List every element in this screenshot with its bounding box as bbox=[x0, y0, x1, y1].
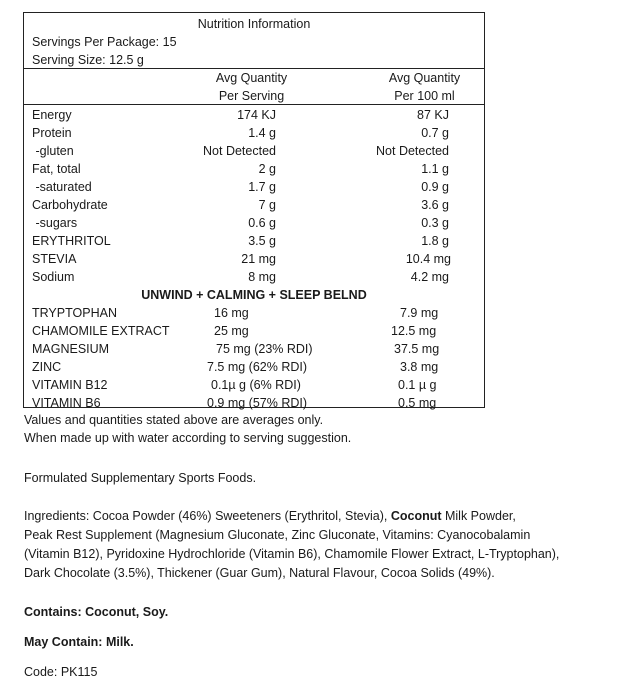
per-100-value: 0.5 mg bbox=[398, 396, 437, 410]
nutrient-row bbox=[24, 160, 484, 178]
per-serving-value: 21 mg bbox=[241, 252, 276, 266]
ingredients-text: Ingredients: Cocoa Powder (46%) Sweeteners (Erythritol, Stevia), bbox=[24, 509, 391, 523]
col-header-per-100-2: Per 100 ml bbox=[394, 89, 455, 103]
nutrient-row bbox=[24, 106, 484, 124]
per-100-value: 0.7 g bbox=[421, 126, 449, 140]
per-100-value: 0.3 g bbox=[421, 216, 449, 230]
note-averages: Values and quantities stated above are averages only. bbox=[24, 413, 324, 427]
blend-row bbox=[24, 304, 484, 322]
nutrient-row bbox=[24, 268, 484, 286]
per-100-value: 3.6 g bbox=[421, 198, 449, 212]
divider bbox=[24, 104, 484, 105]
nutrient-row bbox=[24, 214, 484, 232]
nutrient-row bbox=[24, 142, 484, 160]
ingredients-line-3: (Vitamin B12), Pyridoxine Hydrochloride (Vitamin B6), Chamomile Flower Extract, L-Tryptophan), bbox=[24, 547, 560, 561]
per-100-value: 3.8 mg bbox=[400, 360, 439, 374]
ingredients-allergen-coconut: Coconut bbox=[390, 509, 442, 523]
per-100-value: 87 KJ bbox=[417, 108, 449, 122]
servings-per-package: Servings Per Package: 15 bbox=[32, 35, 177, 49]
blend-row bbox=[24, 376, 484, 394]
nutrient-name: -gluten bbox=[32, 144, 74, 158]
per-serving-value: Not Detected bbox=[203, 144, 276, 158]
col-header-per-serving-2: Per Serving bbox=[218, 89, 285, 103]
per-serving-value: 7.5 mg (62% RDI) bbox=[207, 360, 308, 374]
blend-row bbox=[24, 322, 484, 340]
per-100-value: 4.2 mg bbox=[410, 270, 449, 284]
nutrient-row bbox=[24, 124, 484, 142]
blend-name: VITAMIN B12 bbox=[32, 378, 108, 392]
ingredients-text: Milk Powder, bbox=[441, 509, 516, 523]
ingredients-line-4: Dark Chocolate (3.5%), Thickener (Guar Gum), Natural Flavour, Cocoa Solids (49%). bbox=[24, 566, 495, 580]
per-serving-value: 75 mg (23% RDI) bbox=[216, 342, 313, 356]
blend-row bbox=[24, 358, 484, 376]
per-serving-value: 174 KJ bbox=[237, 108, 276, 122]
blend-name: VITAMIN B6 bbox=[32, 396, 101, 410]
col-header-per-serving-1: Avg Quantity bbox=[215, 71, 288, 85]
blend-name: TRYPTOPHAN bbox=[32, 306, 117, 320]
allergens-contains: Contains: Coconut, Soy. bbox=[24, 605, 169, 619]
allergens-may-contain: May Contain: Milk. bbox=[24, 635, 134, 649]
nutrient-name: Protein bbox=[32, 126, 72, 140]
per-serving-value: 3.5 g bbox=[248, 234, 276, 248]
per-serving-value: 7 g bbox=[258, 198, 276, 212]
nutrient-name: Energy bbox=[32, 108, 72, 122]
per-serving-value: 0.9 mg (57% RDI) bbox=[207, 396, 308, 410]
blend-title: UNWIND + CALMING + SLEEP BELND bbox=[141, 288, 367, 302]
product-code: Code: PK115 bbox=[24, 665, 98, 679]
nutrient-name: STEVIA bbox=[32, 252, 77, 266]
per-100-value: 7.9 mg bbox=[400, 306, 439, 320]
per-100-value: 0.9 g bbox=[421, 180, 449, 194]
per-serving-value: 1.4 g bbox=[248, 126, 276, 140]
ingredients-line-2: Peak Rest Supplement (Magnesium Gluconate, Zinc Gluconate, Vitamins: Cyanocobalamin bbox=[24, 528, 531, 542]
panel-title: Nutrition Information bbox=[197, 17, 311, 31]
serving-size: Serving Size: 12.5 g bbox=[32, 53, 144, 67]
col-header-per-100-1: Avg Quantity bbox=[388, 71, 461, 85]
nutrient-row bbox=[24, 250, 484, 268]
blend-name: MAGNESIUM bbox=[32, 342, 110, 356]
blend-row bbox=[24, 340, 484, 358]
nutrient-name: Sodium bbox=[32, 270, 75, 284]
note-serving: When made up with water according to serving suggestion. bbox=[24, 431, 352, 445]
nutrient-name: Fat, total bbox=[32, 162, 81, 176]
per-serving-value: 2 g bbox=[258, 162, 276, 176]
nutrition-panel bbox=[23, 12, 485, 408]
per-100-value: 0.1 µ g bbox=[398, 378, 437, 392]
product-category: Formulated Supplementary Sports Foods. bbox=[24, 471, 257, 485]
per-serving-value: 0.6 g bbox=[248, 216, 276, 230]
ingredients-line-1 bbox=[24, 506, 516, 526]
per-100-value: 1.8 g bbox=[421, 234, 449, 248]
nutrient-name: ERYTHRITOL bbox=[32, 234, 111, 248]
nutrient-name: -sugars bbox=[32, 216, 78, 230]
per-serving-value: 25 mg bbox=[214, 324, 249, 338]
nutrient-row bbox=[24, 178, 484, 196]
per-100-value: 37.5 mg bbox=[394, 342, 440, 356]
nutrient-row bbox=[24, 232, 484, 250]
blend-name: ZINC bbox=[32, 360, 62, 374]
per-serving-value: 16 mg bbox=[214, 306, 249, 320]
nutrient-row bbox=[24, 196, 484, 214]
per-100-value: 12.5 mg bbox=[391, 324, 437, 338]
per-serving-value: 1.7 g bbox=[248, 180, 276, 194]
nutrient-name: Carbohydrate bbox=[32, 198, 108, 212]
nutrient-name: -saturated bbox=[32, 180, 92, 194]
per-100-value: Not Detected bbox=[376, 144, 449, 158]
per-100-value: 1.1 g bbox=[421, 162, 449, 176]
blend-name: CHAMOMILE EXTRACT bbox=[32, 324, 170, 338]
per-serving-value: 0.1µ g (6% RDI) bbox=[211, 378, 301, 392]
per-serving-value: 8 mg bbox=[248, 270, 276, 284]
per-100-value: 10.4 mg bbox=[405, 252, 451, 266]
